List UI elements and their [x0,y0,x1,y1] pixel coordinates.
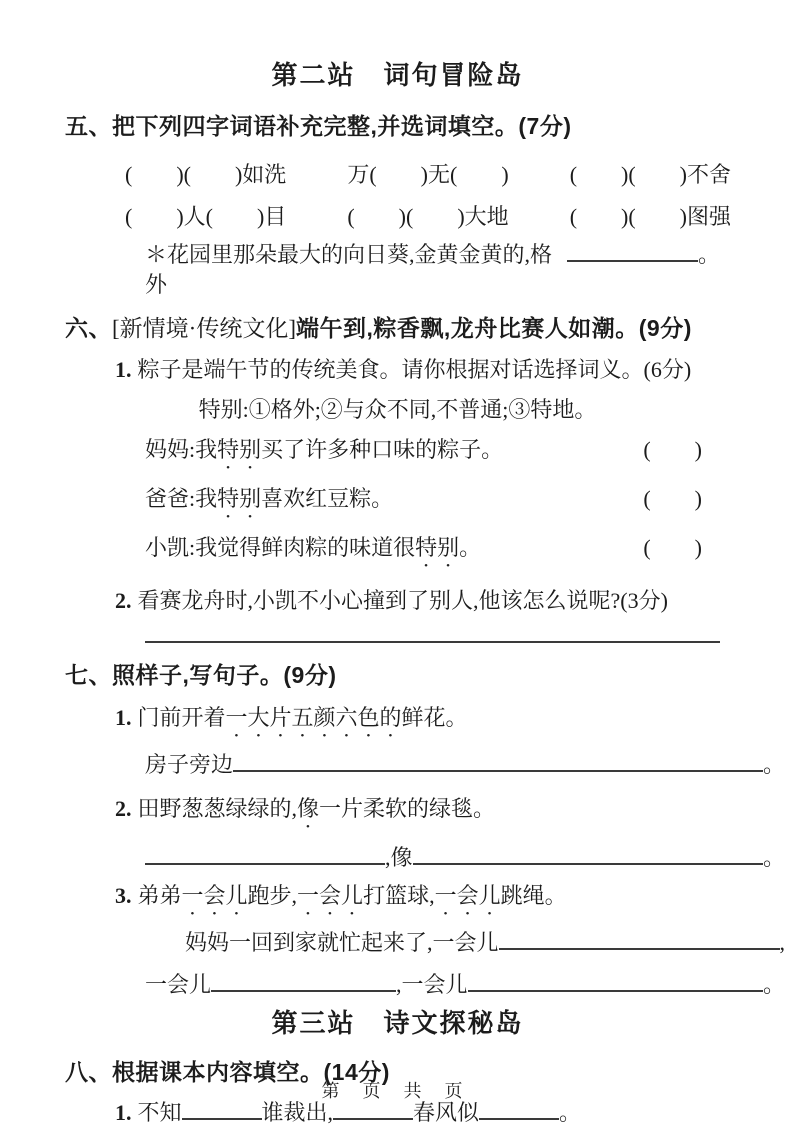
answer-blank [413,843,763,865]
q6-item2-number: 2. [115,588,132,613]
poem-text: 谁裁出, [261,1100,334,1125]
dialogue-row-xiaokai [145,533,702,572]
q6-item1-text: 粽子是端午节的传统美食。请你根据对话选择词义。(6分) [137,357,692,382]
answer-blank [499,928,780,950]
q5-fill-text: ＊花园里那朵最大的向日葵,金黄金黄的,格外 [145,242,553,297]
q7-item1-number: 1. [115,705,132,730]
dialogue-text [145,484,393,523]
answer-bracket: ( ) [643,437,702,462]
q7-item3-answer-line1 [185,928,785,958]
q7-item1-example [115,703,730,742]
q6-definitions: 特别:①格外;②与众不同,不普通;③特地。 [198,397,597,422]
dialogue-text [145,533,481,572]
answer-period: 。 [762,752,785,777]
q5-header: 五、把下列四字词语补充完整,并选词填空。(7分) [65,113,572,139]
example-mid: 打篮球, [363,883,435,908]
poem-text: 不知 [137,1100,182,1125]
example-emphasized: 一大片五颜六色的 [225,705,402,730]
q7-item2-number: 2. [115,796,132,821]
answer-blank [211,970,396,992]
dialogue-pre: 妈妈:我 [145,437,218,462]
q6-item2-answer-line [145,640,720,643]
answer-blank [233,750,763,772]
example-pre: 门前开着 [137,705,226,730]
idiom-blank-item: 万( )无( ) [347,162,509,187]
idiom-blank-item: ( )( )如洗 [125,162,287,187]
example-post: 鲜花。 [401,705,468,730]
dialogue-text [145,435,503,474]
q7-header: 七、照样子,写句子。(9分) [65,662,337,688]
answer-bracket: ( ) [643,486,702,511]
dialogue-row-baba [145,484,702,523]
dialogue-pre: 爸爸:我 [145,486,218,511]
q5-fill-sentence [145,240,720,300]
answer-blank [145,843,385,865]
poem-text: 春风似 [413,1100,480,1125]
answer-prefix: 房子旁边 [145,752,234,777]
answer-bracket: ( ) [643,535,702,560]
answer-connector: ,一会儿 [396,972,468,997]
dialogue-post: 买了许多种口味的粽子。 [261,437,504,462]
station2-title: 第二站 词句冒险岛 [271,61,524,90]
q8-item1-number: 1. [115,1100,132,1125]
idiom-blank-item: ( )( )不舍 [569,162,731,187]
example-pre: 田野葱葱绿绿的, [137,796,298,821]
example-emphasized: 一会儿 [181,883,248,908]
station3-title: 第三站 诗文探秘岛 [271,1009,524,1038]
q8-header: 八、根据课本内容填空。(14分) [65,1059,390,1085]
dialogue-post: 喜欢红豆粽。 [261,486,394,511]
q5-fill-period: 。 [697,242,720,267]
q6-item1 [115,355,730,385]
answer-blank [468,970,763,992]
q6-header-main: 端午到,粽香飘,龙舟比赛人如潮。(9分) [295,315,692,341]
q7-item3-answer-line2 [145,970,785,1000]
idiom-blank-item: ( )( )大地 [347,204,509,229]
answer-period: 。 [762,845,785,870]
q6-item1-number: 1. [115,357,132,382]
q7-item2-answer [145,843,785,873]
q7-item3-example [115,881,730,920]
dialogue-pre: 小凯:我觉得鲜肉粽的味道很 [145,535,416,560]
q7-item1-answer [145,750,785,780]
q6-item2 [115,586,730,616]
idiom-blank-item: ( )人( )目 [125,204,287,229]
dialogue-post: 。 [459,535,482,560]
q6-header-number: 六、 [65,315,112,341]
answer-prefix: 妈妈一回到家就忙起来了,一会儿 [185,930,499,955]
q5-fill-blank [567,240,698,262]
answer-connector: ,像 [385,845,413,870]
example-post: 一片柔软的绿毯。 [319,796,496,821]
poem-period: 。 [559,1100,582,1125]
q5-idiom-row2 [125,202,731,232]
example-emphasized: 一会儿 [434,883,501,908]
dialogue-emphasized-word: 特别 [217,486,262,511]
dialogue-emphasized-word: 特别 [415,535,460,560]
example-post: 跳绳。 [500,883,567,908]
example-pre: 弟弟 [137,883,182,908]
q5-idiom-row1 [125,160,731,190]
q6-item2-text: 看赛龙舟时,小凯不小心撞到了别人,他该怎么说呢?(3分) [137,588,668,613]
page-footer: 第 页 共 页 [321,1081,472,1101]
example-emphasized: 像 [297,796,320,821]
dialogue-emphasized-word: 特别 [217,437,262,462]
q7-item3-number: 3. [115,883,132,908]
answer-period: 。 [762,972,785,997]
q6-header-tag: [新情境·传统文化] [112,316,296,341]
example-mid: 跑步, [247,883,298,908]
example-emphasized: 一会儿 [297,883,364,908]
idiom-blank-item: ( )( )图强 [569,204,731,229]
dialogue-row-mama [145,435,702,474]
q6-header [65,312,730,345]
q7-item2-example [115,794,730,833]
answer-prefix: 一会儿 [145,972,212,997]
answer-comma: , [779,930,785,955]
